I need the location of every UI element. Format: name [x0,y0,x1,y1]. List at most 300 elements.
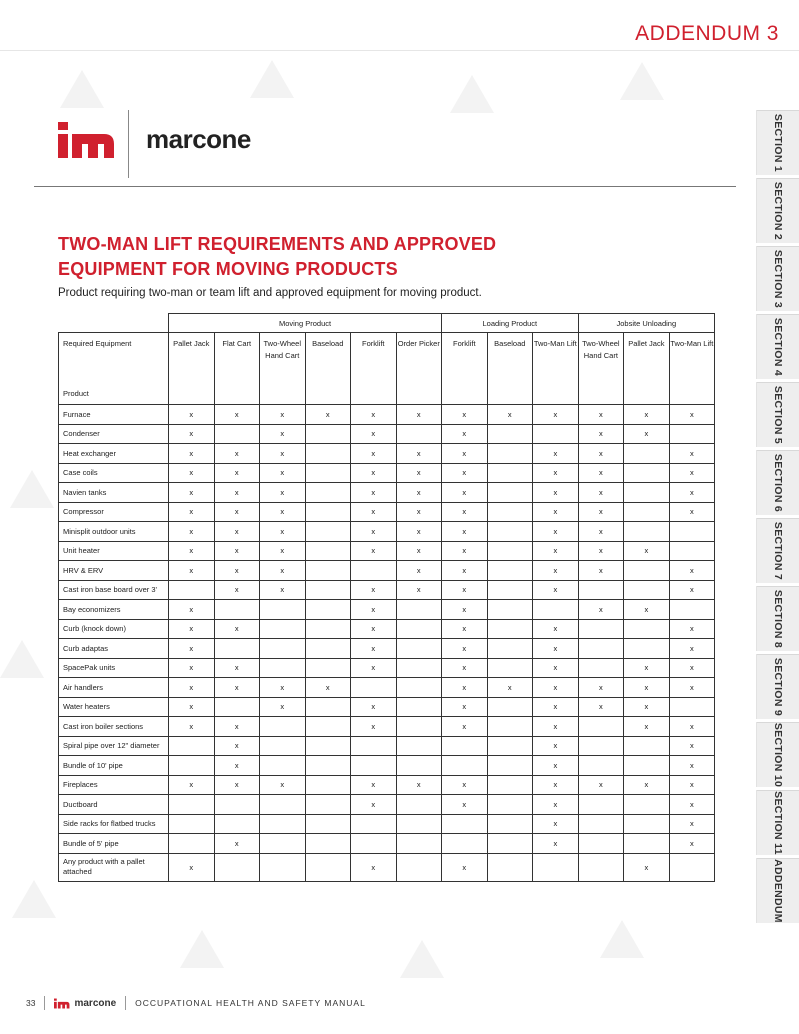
equipment-cell [533,853,579,881]
equipment-cell: x [169,658,215,678]
section-tab[interactable] [757,450,799,515]
equipment-cell: x [305,405,351,425]
equipment-cell: x [533,814,579,834]
equipment-cell: x [578,541,624,561]
footer-divider [125,996,126,1010]
equipment-cell [169,580,215,600]
product-name: Minisplit outdoor units [59,522,169,542]
equipment-cell: x [169,483,215,503]
equipment-cell [169,834,215,854]
equipment-cell: x [669,658,715,678]
equipment-cell [305,561,351,581]
equipment-cell: x [396,444,442,464]
equipment-cell: x [533,678,579,698]
column-header: Flat Cart [214,333,260,405]
equipment-cell: x [624,405,670,425]
equipment-cell: x [169,678,215,698]
required-equipment-label: Required Equipment [63,339,132,348]
equipment-cell: x [669,444,715,464]
section-tab-label: SECTION 10 [772,722,784,788]
table-row [59,463,715,483]
equipment-cell [624,444,670,464]
equipment-cell: x [442,853,488,881]
equipment-cell [487,502,533,522]
equipment-cell [624,834,670,854]
table-row [59,697,715,717]
table-row [59,483,715,503]
equipment-cell [487,814,533,834]
table-body [59,405,715,882]
equipment-cell [487,697,533,717]
equipment-cell: x [669,639,715,659]
column-header: Two-Wheel Hand Cart [578,333,624,405]
equipment-cell [305,717,351,737]
equipment-cell [305,756,351,776]
equipment-cell: x [351,580,397,600]
column-header: Forklift [351,333,397,405]
equipment-cell: x [169,717,215,737]
equipment-cell [214,795,260,815]
equipment-cell: x [260,678,306,698]
equipment-cell: x [214,541,260,561]
equipment-cell [169,736,215,756]
equipment-cell: x [442,483,488,503]
section-tab[interactable] [757,654,799,719]
equipment-cell [442,736,488,756]
section-tab[interactable] [757,110,799,175]
equipment-cell: x [533,405,579,425]
section-tab-label: SECTION 6 [772,453,784,513]
equipment-cell: x [169,502,215,522]
equipment-cell: x [442,522,488,542]
bg-triangle [450,75,494,113]
equipment-cell: x [214,658,260,678]
equipment-cell: x [169,444,215,464]
equipment-cell: x [442,424,488,444]
product-name: Cast iron base board over 3' [59,580,169,600]
bg-triangle [0,640,44,678]
table-row [59,600,715,620]
equipment-cell: x [624,678,670,698]
equipment-cell: x [214,678,260,698]
equipment-cell: x [351,600,397,620]
equipment-cell: x [669,502,715,522]
equipment-cell: x [396,580,442,600]
equipment-cell: x [214,775,260,795]
equipment-cell: x [260,405,306,425]
equipment-cell [396,697,442,717]
equipment-cell [487,619,533,639]
table-row [59,717,715,737]
equipment-cell [214,424,260,444]
equipment-cell [624,756,670,776]
equipment-cell: x [624,424,670,444]
product-name: Ductboard [59,795,169,815]
product-name: Heat exchanger [59,444,169,464]
footer-divider [44,996,45,1010]
equipment-cell [578,736,624,756]
equipment-cell: x [396,463,442,483]
equipment-cell [487,580,533,600]
equipment-cell: x [351,424,397,444]
column-header: Pallet Jack [169,333,215,405]
equipment-cell: x [624,658,670,678]
equipment-cell: x [396,561,442,581]
column-header: Two-Man Lift [533,333,579,405]
equipment-cell: x [442,717,488,737]
equipment-cell [169,814,215,834]
equipment-cell [396,853,442,881]
equipment-cell: x [442,502,488,522]
equipment-cell: x [578,444,624,464]
product-name: Bundle of 5' pipe [59,834,169,854]
equipment-cell [669,853,715,881]
equipment-cell: x [533,502,579,522]
equipment-cell [487,736,533,756]
equipment-cell: x [169,639,215,659]
equipment-cell: x [169,853,215,881]
column-header: Two-Man Lift [669,333,715,405]
product-name: Case coils [59,463,169,483]
equipment-cell: x [533,541,579,561]
equipment-cell: x [260,580,306,600]
table-row [59,639,715,659]
equipment-cell [396,678,442,698]
equipment-cell [669,522,715,542]
equipment-cell [487,444,533,464]
equipment-cell [305,814,351,834]
product-name: Bundle of 10' pipe [59,756,169,776]
product-name: Unit heater [59,541,169,561]
equipment-cell [578,658,624,678]
section-tab[interactable] [757,518,799,583]
group-header-blank [59,314,169,333]
equipment-cell [578,639,624,659]
equipment-cell: x [533,658,579,678]
equipment-cell [669,541,715,561]
equipment-cell [305,658,351,678]
equipment-cell: x [214,756,260,776]
equipment-cell [260,736,306,756]
product-name: Bay economizers [59,600,169,620]
equipment-cell [487,717,533,737]
column-header: Baseload [487,333,533,405]
equipment-cell [442,834,488,854]
equipment-cell: x [669,717,715,737]
equipment-cell [305,697,351,717]
product-name: Furnace [59,405,169,425]
equipment-cell [396,717,442,737]
equipment-cell: x [214,502,260,522]
equipment-cell [487,561,533,581]
equipment-cell: x [351,502,397,522]
equipment-cell: x [578,697,624,717]
equipment-cell: x [578,424,624,444]
table-row [59,658,715,678]
equipment-cell: x [533,639,579,659]
equipment-cell: x [487,405,533,425]
equipment-cell [351,834,397,854]
bg-triangle [60,70,104,108]
equipment-cell: x [442,639,488,659]
equipment-cell: x [305,678,351,698]
equipment-cell [260,600,306,620]
product-label: Product [63,389,89,398]
equipment-cell: x [214,834,260,854]
column-header: Forklift [442,333,488,405]
equipment-cell: x [396,541,442,561]
equipment-cell: x [669,405,715,425]
equipment-cell [305,834,351,854]
equipment-cell [305,541,351,561]
equipment-cell [487,756,533,776]
equipment-cell [305,522,351,542]
equipment-cell: x [442,463,488,483]
equipment-cell: x [578,678,624,698]
equipment-cell [669,600,715,620]
product-name: Navien tanks [59,483,169,503]
equipment-cell [624,736,670,756]
equipment-cell: x [351,658,397,678]
equipment-cell [396,639,442,659]
product-name: Condenser [59,424,169,444]
equipment-cell: x [169,697,215,717]
column-header: Two-Wheel Hand Cart [260,333,306,405]
equipment-cell: x [214,619,260,639]
table-row [59,522,715,542]
equipment-cell: x [351,444,397,464]
equipment-cell [624,561,670,581]
product-name: Water heaters [59,697,169,717]
product-name: Spiral pipe over 12" diameter [59,736,169,756]
equipment-cell [169,795,215,815]
equipment-cell: x [442,658,488,678]
equipment-cell [396,658,442,678]
section-tab[interactable] [757,586,799,651]
table-row [59,541,715,561]
table-row [59,678,715,698]
column-header: Order Picker [396,333,442,405]
section-tab-label: SECTION 7 [772,521,784,581]
section-tab-label: SECTION 9 [772,657,784,717]
bg-triangle [620,62,664,100]
equipment-cell [487,541,533,561]
equipment-cell: x [260,561,306,581]
equipment-cell: x [533,717,579,737]
equipment-cell: x [260,522,306,542]
equipment-cell: x [351,639,397,659]
table-row [59,736,715,756]
section-tab-label: SECTION 8 [772,589,784,649]
section-tab[interactable] [757,246,799,311]
equipment-cell [260,756,306,776]
equipment-cell: x [260,697,306,717]
page-number: 33 [26,998,36,1008]
equipment-cell: x [214,405,260,425]
equipment-cell: x [214,444,260,464]
table-row [59,853,715,881]
equipment-cell: x [669,483,715,503]
equipment-cell [305,424,351,444]
equipment-cell [578,619,624,639]
equipment-cell: x [214,580,260,600]
equipment-cell: x [169,775,215,795]
equipment-cell [624,502,670,522]
section-tab[interactable] [757,382,799,447]
equipment-cell [305,580,351,600]
equipment-cell: x [669,619,715,639]
column-header-row [59,333,715,405]
equipment-cell: x [533,619,579,639]
equipment-cell [305,775,351,795]
equipment-cell [669,424,715,444]
product-name: Air handlers [59,678,169,698]
section-tab[interactable] [757,722,799,787]
table-row [59,444,715,464]
equipment-cell [305,502,351,522]
equipment-cell: x [533,756,579,776]
equipment-cell: x [578,775,624,795]
equipment-cell: x [260,444,306,464]
equipment-cell: x [533,580,579,600]
section-tab[interactable] [757,178,799,243]
equipment-cell: x [578,522,624,542]
equipment-cell [305,463,351,483]
section-tab-label: ADDENDUM [772,859,784,923]
equipment-cell: x [169,424,215,444]
equipment-cell: x [669,834,715,854]
marcone-logo-icon [58,122,116,158]
equipment-cell [305,483,351,503]
table-row [59,834,715,854]
equipment-cell: x [260,502,306,522]
equipment-cell: x [351,795,397,815]
equipment-cell: x [214,463,260,483]
equipment-cell: x [351,405,397,425]
equipment-cell [260,717,306,737]
equipment-cell: x [351,619,397,639]
equipment-cell: x [351,717,397,737]
equipment-cell: x [396,502,442,522]
equipment-cell [351,736,397,756]
equipment-cell: x [669,775,715,795]
equipment-cell: x [169,619,215,639]
equipment-cell: x [669,814,715,834]
group-jobsite-unloading: Jobsite Unloading [578,314,715,333]
equipment-cell [624,814,670,834]
equipment-cell: x [214,483,260,503]
equipment-cell: x [396,405,442,425]
equipment-cell [624,580,670,600]
table-row [59,580,715,600]
equipment-cell: x [578,600,624,620]
equipment-cell: x [169,522,215,542]
column-header: Baseload [305,333,351,405]
equipment-cell: x [442,405,488,425]
equipment-cell: x [351,522,397,542]
section-tab-label: SECTION 2 [772,181,784,241]
equipment-cell [305,619,351,639]
equipment-cell [351,678,397,698]
product-name: Side racks for flatbed trucks [59,814,169,834]
product-name: Compressor [59,502,169,522]
equipment-cell [169,756,215,776]
equipment-cell: x [396,522,442,542]
page-title-line-1: TWO-MAN LIFT REQUIREMENTS AND APPROVED [58,234,497,254]
equipment-cell [533,424,579,444]
equipment-cell: x [533,775,579,795]
equipment-cell: x [351,483,397,503]
equipment-cell [487,775,533,795]
product-name: Curb adaptas [59,639,169,659]
table-row [59,561,715,581]
equipment-cell [578,795,624,815]
equipment-cell [578,717,624,737]
equipment-cell [260,814,306,834]
equipment-cell [578,756,624,776]
equipment-cell: x [214,522,260,542]
section-tab-label: SECTION 4 [772,317,784,377]
equipment-cell: x [624,600,670,620]
equipment-cell [624,522,670,542]
product-name: Curb (knock down) [59,619,169,639]
equipment-cell: x [487,678,533,698]
equipment-cell [396,834,442,854]
section-tab[interactable] [757,314,799,379]
equipment-cell: x [351,775,397,795]
equipment-cell [396,736,442,756]
section-tab[interactable] [757,858,799,923]
bg-triangle [10,470,54,508]
equipment-cell [487,853,533,881]
equipment-cell [487,522,533,542]
page-subtitle: Product requiring two-man or team lift and approved equipment for moving product. [58,287,482,299]
equipment-cell [396,619,442,639]
section-tab[interactable] [757,790,799,855]
equipment-cell [260,639,306,659]
equipment-cell: x [669,756,715,776]
equipment-cell [214,853,260,881]
table-row [59,619,715,639]
equipment-cell [305,639,351,659]
equipment-cell: x [442,795,488,815]
equipment-cell: x [624,717,670,737]
equipment-cell [260,834,306,854]
equipment-cell: x [351,853,397,881]
footer-logo-icon [54,998,70,1009]
header-divider [0,50,799,51]
equipment-cell: x [214,736,260,756]
bg-triangle [600,920,644,958]
equipment-cell: x [669,678,715,698]
equipment-cell [305,736,351,756]
equipment-cell: x [260,424,306,444]
equipment-cell: x [533,483,579,503]
table-row [59,814,715,834]
equipment-cell [396,600,442,620]
bg-triangle [180,930,224,968]
equipment-cell [214,697,260,717]
equipment-cell: x [396,483,442,503]
equipment-cell [578,580,624,600]
equipment-cell: x [533,795,579,815]
equipment-cell: x [260,541,306,561]
group-loading-product: Loading Product [442,314,579,333]
equipment-cell [396,795,442,815]
equipment-cell [305,600,351,620]
equipment-cell [396,756,442,776]
equipment-cell: x [669,795,715,815]
